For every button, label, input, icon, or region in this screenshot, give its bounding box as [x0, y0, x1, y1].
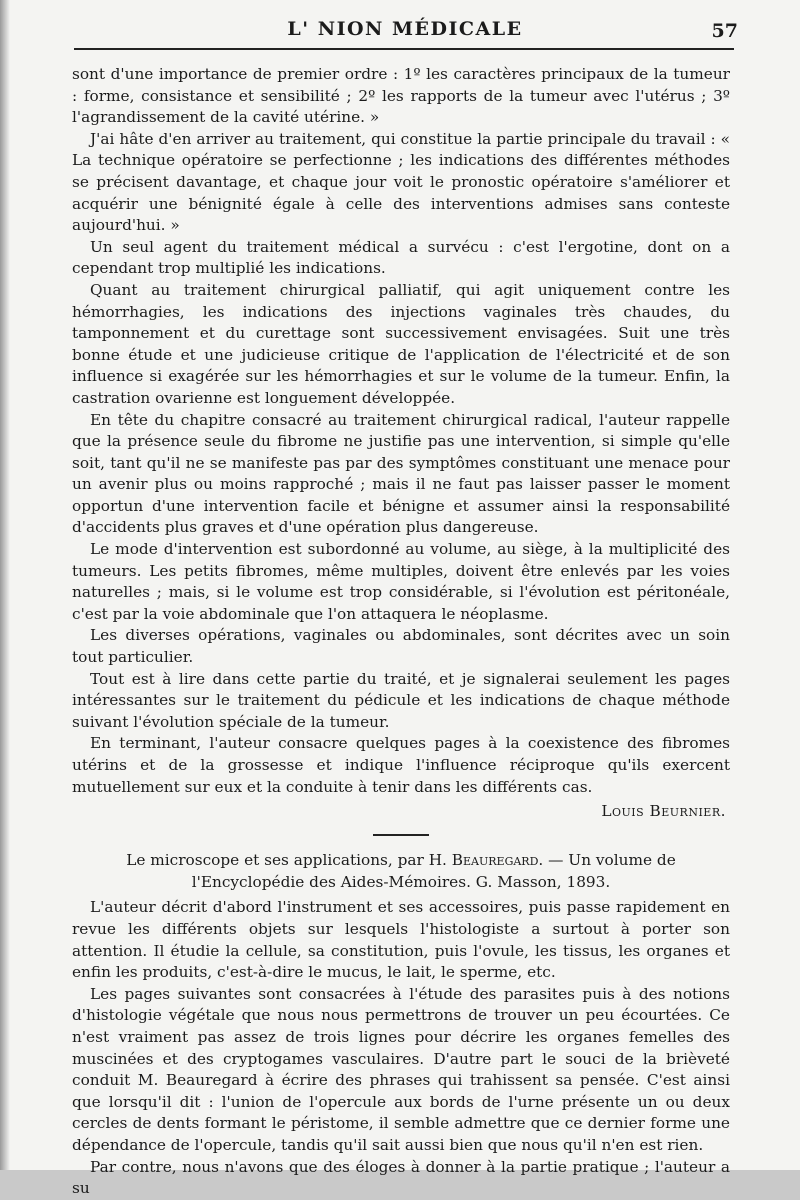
paragraph: Les pages suivantes sont consacrées à l'étude des parasites puis à des notions d'histologie végétale que nous nous permettrons de trouver un peu écourtées. Ce n'est vraiment pas assez de trois lignes pour décrire les organes femelles des muscinées et des cryptogames vasculaires. D'autre part le souci de la brièveté conduit M. Beauregard à écrire des phrases qui trahissent sa pensée. C'est ainsi que lorsqu'il dit : l'union de l'opercule aux bords de l'urne présente un ou deux cercles de dents formant le péristome, il semble admettre que ce dernier forme une dépendance de l'opercule, tandis qu'il sait aussi bien que nous qu'il n'en est rien.	[72, 984, 730, 1154]
paragraph: Tout est à lire dans cette partie du traité, et je signalerai seulement les pages intéressantes sur le traitement du pédicule et les indications de chaque méthode suivant l'évolution spéciale de la tumeur.	[72, 669, 730, 731]
review-signature: Louis Beurnier.	[601, 802, 726, 821]
page-number: 57	[711, 20, 738, 42]
paragraph: Quant au traitement chirurgical palliatif, qui agit uniquement contre les hémorrhagies, les indications des injections vaginales très chaudes, du tamponnement et du curettage sont successivement envisagées. Suit une très bonne étude et une judicieuse critique de l'application de l'électricité et de son influence si exagérée sur les hémorrhagies et sur le volume de la tumeur. Enfin, la castration ovarienne est longuement développée.	[72, 280, 730, 407]
review-heading	[72, 850, 730, 893]
paragraph: Le mode d'intervention est subordonné au volume, au siège, à la multiplicité des tumeurs. Les petits fibromes, même multiples, doivent être enlevés par les voies naturelles ; mais, si le volume est trop considérable, si l'évolution est péritonéale, c'est par la voie abdominale que l'on attaquera le néoplasme.	[72, 540, 730, 623]
paragraph: En terminant, l'auteur consacre quelques pages à la coexistence des fibromes utérins et de la grossesse et indique l'influence réciproque qu'ils exercent mutuellement sur eux et la conduite à tenir dans les différents cas.	[72, 734, 730, 796]
review-title-tail: . — Un volume de l'Encyclopédie des Aides-Mémoires. G. Masson, 1893.	[191, 851, 676, 891]
paragraph: Un seul agent du traitement médical a survécu : c'est l'ergotine, dont on a cependant trop multiplié les indications.	[72, 237, 730, 278]
page-header	[72, 18, 738, 46]
review-title-lead: Le microscope et ses applications, par	[126, 851, 429, 870]
paragraph: L'auteur décrit d'abord l'instrument et ses accessoires, puis passe rapidement en revue les différents objets sur lesquels l'histologiste a surtout à porter son attention. Il étudie la cellule, sa constitution, puis l'ovule, les tissus, les organes et enfin les produits, c'est-à-dire le mucus, le lait, le sperme, etc.	[72, 898, 730, 982]
paragraph: J'ai hâte d'en arriver au traitement, qui constitue la partie principale du travail : « La technique opératoire se perfectionne ; les indications des différentes méthodes se précisent davantage, et chaque jour voit le pronostic opératoire s'améliorer et acquérir une bénignité égale à celle des interventions admises sans conteste aujourd'hui. »	[72, 129, 730, 235]
paragraph: Les diverses opérations, vaginales ou abdominales, sont décrites avec un soin tout particulier.	[72, 626, 730, 667]
header-rule	[74, 48, 734, 50]
section-separator	[373, 834, 429, 836]
paragraph: sont d'une importance de premier ordre : 1º les caractères principaux de la tumeur : forme, consistance et sensibilité ; 2º les rapports de la tumeur avec l'utérus ; 3º l'agrandissement de la cavité utérine. »	[72, 65, 730, 127]
paragraph: Par contre, nous n'avons que des éloges à donner à la partie pratique ; l'auteur a su	[72, 1157, 730, 1198]
paragraph: En tête du chapitre consacré au traitement chirurgical radical, l'auteur rappelle que la présence seule du fibrome ne justifie pas une intervention, si simple qu'elle soit, tant qu'il ne se manifeste pas par des symptômes constituant une menace pour un avenir plus ou moins rapproché ; mais il ne faut pas laisser passer le moment opportun d'une intervention facile et bénigne et assumer ainsi la responsabilité d'accidents plus graves et d'une opération plus dangereuse.	[72, 410, 730, 537]
review-author: H. Beauregard	[428, 851, 539, 870]
running-title: L' NION MÉDICALE	[287, 18, 523, 40]
